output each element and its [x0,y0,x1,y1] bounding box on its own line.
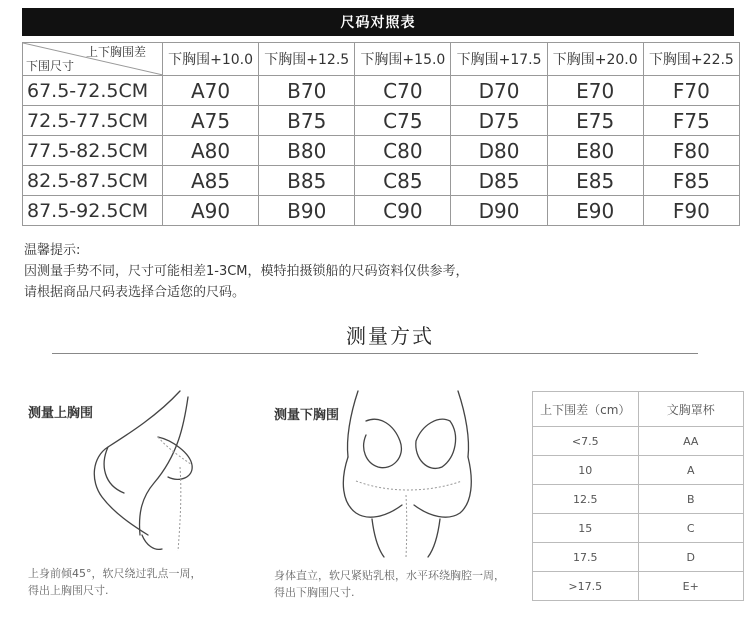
size-cell: A70 [163,76,259,106]
table-row [533,485,744,514]
caption-line: 身体直立，软尺紧贴乳根，水平环绕胸腔一周， [274,569,505,582]
under-bust-label: 测量下胸围 [274,408,340,423]
range-cell: 67.5-72.5CM [23,76,163,106]
cup-size-cell: C [638,514,744,543]
size-chart-table [22,42,740,226]
corner-top-label: 上下胸围差 [85,45,146,59]
range-cell: 72.5-77.5CM [23,106,163,136]
cup-diff-cell: 17.5 [533,543,639,572]
size-cell: A90 [163,196,259,226]
cup-size-table [532,391,744,601]
size-cell: E85 [547,166,643,196]
size-cell: A80 [163,136,259,166]
size-cell: F90 [643,196,739,226]
cup-size-cell: D [638,543,744,572]
cup-size-cell: A [638,456,744,485]
column-header: 下胸围+10.0 [163,43,259,76]
tips-line: 因测量手势不同，尺寸可能相差1-3CM，模特拍摄锁船的尺码资料仅供参考， [24,264,469,279]
size-cell: F75 [643,106,739,136]
size-cell: D90 [451,196,547,226]
upper-bust-label: 测量上胸围 [28,406,94,421]
cup-column-header: 文胸罩杯 [638,392,744,427]
table-row [533,456,744,485]
cup-diff-cell: >17.5 [533,572,639,601]
tips-line: 请根据商品尺码表选择合适您的尺码。 [24,285,246,300]
column-header: 下胸围+12.5 [259,43,355,76]
cup-column-header: 上下围差（cm） [533,392,639,427]
column-header: 下胸围+22.5 [643,43,739,76]
size-cell: A75 [163,106,259,136]
size-cell: B90 [259,196,355,226]
size-cell: E75 [547,106,643,136]
caption-line: 得出上胸围尺寸. [28,584,109,597]
table-row [533,543,744,572]
size-cell: B85 [259,166,355,196]
measure-section-title: 测量方式 [346,324,434,348]
table-row [533,572,744,601]
corner-bottom-label: 下围尺寸 [26,59,75,73]
caption-line: 得出下胸围尺寸. [274,586,355,599]
size-chart-header-row [23,43,740,76]
size-cell: C70 [355,76,451,106]
size-cell: B80 [259,136,355,166]
table-row [23,106,740,136]
size-cell: D70 [451,76,547,106]
table-row [23,166,740,196]
page-title: 尺码对照表 [22,8,734,36]
caption-line: 上身前倾45°，软尺绕过乳点一周， [28,567,202,580]
column-header: 下胸围+15.0 [355,43,451,76]
column-header: 下胸围+20.0 [547,43,643,76]
cup-diff-cell: <7.5 [533,427,639,456]
size-cell: D80 [451,136,547,166]
cup-size-cell: E+ [638,572,744,601]
table-row [23,76,740,106]
cup-diff-cell: 12.5 [533,485,639,514]
size-cell: E70 [547,76,643,106]
size-cell: E90 [547,196,643,226]
size-cell: B75 [259,106,355,136]
size-cell: F85 [643,166,739,196]
upper-bust-illustration [80,385,220,555]
size-cell: C90 [355,196,451,226]
cup-diff-cell: 15 [533,514,639,543]
table-row [533,514,744,543]
size-cell: F80 [643,136,739,166]
range-cell: 77.5-82.5CM [23,136,163,166]
tips-block [24,240,469,303]
range-cell: 87.5-92.5CM [23,196,163,226]
size-cell: D85 [451,166,547,196]
size-cell: E80 [547,136,643,166]
cup-diff-cell: 10 [533,456,639,485]
table-row [23,196,740,226]
under-bust-caption [274,567,505,601]
corner-header-cell [23,43,163,76]
column-header: 下胸围+17.5 [451,43,547,76]
size-cell: D75 [451,106,547,136]
size-cell: B70 [259,76,355,106]
upper-bust-caption [28,565,202,599]
under-bust-illustration [328,385,488,560]
cup-size-cell: AA [638,427,744,456]
cup-size-cell: B [638,485,744,514]
size-cell: A85 [163,166,259,196]
table-row [533,427,744,456]
table-row [23,136,740,166]
cup-header-row [533,392,744,427]
section-divider [52,353,698,354]
size-cell: C80 [355,136,451,166]
range-cell: 82.5-87.5CM [23,166,163,196]
size-cell: F70 [643,76,739,106]
size-cell: C85 [355,166,451,196]
size-cell: C75 [355,106,451,136]
tips-heading: 温馨提示: [24,243,81,258]
